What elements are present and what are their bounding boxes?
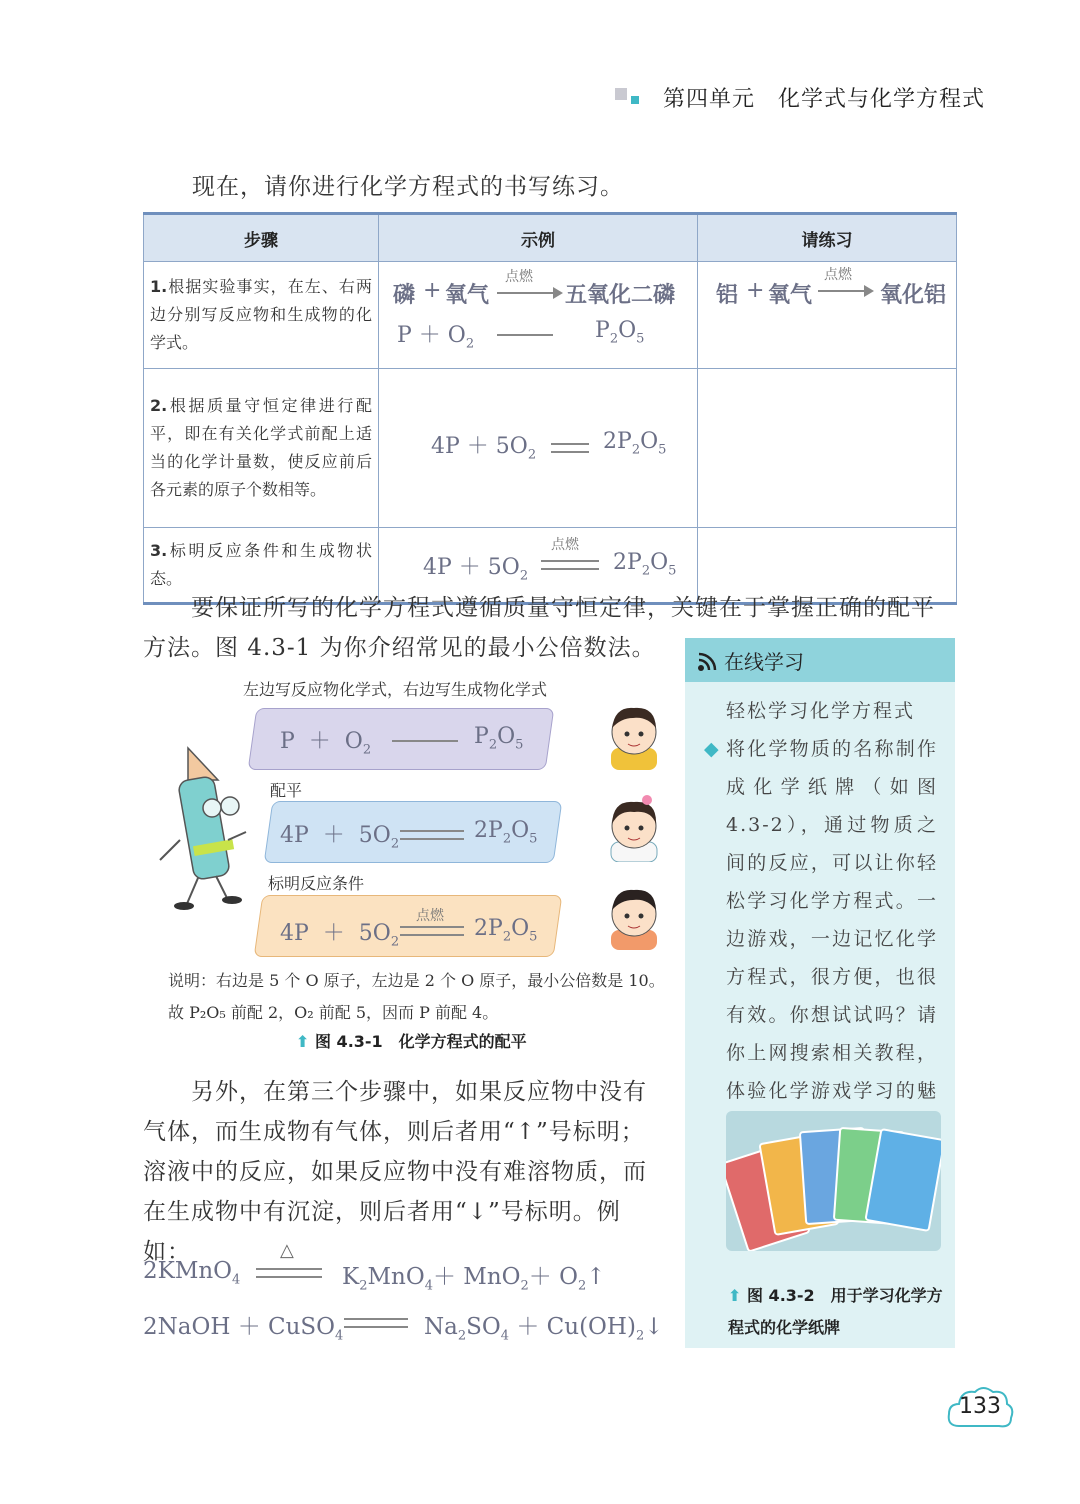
full-equation-right: $2P_2O_5$ [613,550,677,579]
example-2-cell [379,369,698,528]
example-1-cell [379,262,698,369]
full-equation-left: $4P + 5O_2$ [423,555,529,584]
up-arrow-icon: ⬆ [296,1032,310,1051]
equation-naoh-equals [344,1318,408,1328]
header-steps: 步骤 [144,214,379,262]
band1-left: $P + O_2$ [280,729,372,758]
equation-line [497,334,553,336]
sidebar-title: 在线学习 [724,650,804,674]
equation-naoh-left: 2NaOH ＋ CuSO$_4$ [143,1314,344,1344]
boy-avatar-1 [603,700,663,770]
band3-equals [400,926,464,936]
sidebar-subtitle: 轻松学习化学方程式 [726,700,916,722]
equals-sign [551,443,589,453]
plus-sign: + [746,278,765,303]
step-2-number: 2. [150,396,168,415]
step-3-text: 标明反应条件和生成物状态。 [150,541,372,588]
figure-4-3-1-caption [296,1029,527,1052]
step-1-number: 1. [150,277,168,296]
practice-1-cell [698,262,957,369]
step-1-text: 根据实验事实，在左、右两边分别写反应物和生成物的化学式。 [150,277,372,352]
band3-left: $4P + 5O_2$ [280,921,400,950]
label-condition: 标明反应条件 [268,874,365,893]
balanced-equation-left: $4P + 5O_2$ [431,434,537,463]
product-p2o5: $P_2O_5$ [595,318,645,347]
steps-table [143,212,957,605]
reaction-arrow [497,292,561,294]
paragraph-state-symbols: 另外，在第三个步骤中，如果反应物中没有气体，而生成物有气体，则后者用“↑”号标明；溶液中的反应，如果反应物中没有难溶物质，而在生成物中有沉淀，则后者用“↓”号标明。例如： [143,1079,647,1265]
figure-top-label: 左边写反应物化学式，右边写生成物化学式 [243,680,548,699]
band2-right: $2P_2O_5$ [474,818,538,847]
band1-line [392,740,458,742]
band3-condition: 点燃 [416,908,444,924]
word-oxygen: 氧气 [768,283,813,308]
step-3-number: 3. [150,541,168,560]
diamond-bullet-icon: ◆ [704,738,721,760]
word-alumina: 氧化铝 [880,283,947,308]
figure-note: 说明：右边是 5 个 O 原子，左边是 2 个 O 原子，最小公倍数是 10。故 P₂O₅ 前配 2，O₂ 前配 5，因而 P 前配 4。 [168,971,665,1022]
condition-ignite: 点燃 [824,267,852,283]
equation-kmno4-equals [256,1268,322,1278]
word-p2o5: 五氧化二磷 [565,283,676,308]
step-2-cell [144,369,379,528]
rss-icon [697,652,717,672]
intro-text: 现在，请你进行化学方程式的书写练习。 [192,174,624,200]
band2-equals [400,830,464,840]
band3-right: $2P_2O_5$ [474,916,538,945]
equation-kmno4-right: $K_2MnO_4+ MnO_2+$ $O_2↑$ [342,1264,606,1294]
sidebar-bullet-text: 将化学物质的名称制作成化学纸牌（如图 4.3-2），通过物质之间的反应，可以让你轻松学习化学方程式。一边游戏，一边记忆化学方程式，很方便，也很有效。你想试试吗？请你上网搜索相关教程，体验化学游戏学习的魅 [726,738,938,1102]
balanced-equation-right: $2P_2O_5$ [603,429,667,458]
word-phosphorus: 磷 [393,283,416,308]
girl-avatar [603,792,663,862]
reaction-arrow [818,290,872,292]
chemistry-cards-photo [726,1111,941,1251]
band1-right: $P_2O_5$ [474,724,524,753]
step-2-text: 根据质量守恒定律进行配平，即在有关化学式前配上适当的化学计量数，使反应前后各元素的原子个数相等。 [150,396,372,499]
equation-kmno4-left: 2KMnO$_4$ [143,1258,241,1288]
figure-4-3-2-caption [728,1280,948,1344]
paragraph-balancing: 要保证所写的化学方程式遵循质量守恒定律，关键在于掌握正确的配平方法。图 4.3-1 为你介绍常见的最小公倍数法。 [143,595,935,661]
boy-avatar-2 [603,880,663,950]
figure-4-3-2-caption-text: 图 4.3-2 用于学习化学方程式的化学纸牌 [728,1286,943,1337]
equation-naoh-right: $Na_2SO_4$ ＋ $Cu(OH)_2↓$ [424,1314,664,1344]
condition-ignite: 点燃 [551,537,579,553]
sidebar-bullet [704,730,938,1148]
header-square-gray [615,88,627,100]
header-practice: 请练习 [698,214,957,262]
practice-2-cell [698,369,957,528]
step-1-cell [144,262,379,369]
header-square-teal [631,96,639,104]
band2-left: $4P + 5O_2$ [280,823,400,852]
sidebar-body [704,692,938,1148]
unit-title: 第四单元 化学式与化学方程式 [663,87,986,112]
up-arrow-icon: ⬆ [728,1286,742,1305]
label-balance: 配平 [270,781,303,800]
figure-4-3-1-caption-text: 图 4.3-1 化学方程式的配平 [314,1032,527,1051]
unbalanced-equation: $P + O_2$ [397,323,475,352]
header-example: 示例 [379,214,698,262]
condition-ignite: 点燃 [505,269,533,285]
equals-sign [541,560,599,570]
pencil-mascot-illustration [150,740,250,910]
word-aluminum: 铝 [716,283,739,308]
page-number: 133 [959,1394,1001,1419]
plus-sign: + [423,278,442,303]
word-oxygen: 氧气 [445,283,490,308]
heat-symbol: △ [280,1240,294,1261]
